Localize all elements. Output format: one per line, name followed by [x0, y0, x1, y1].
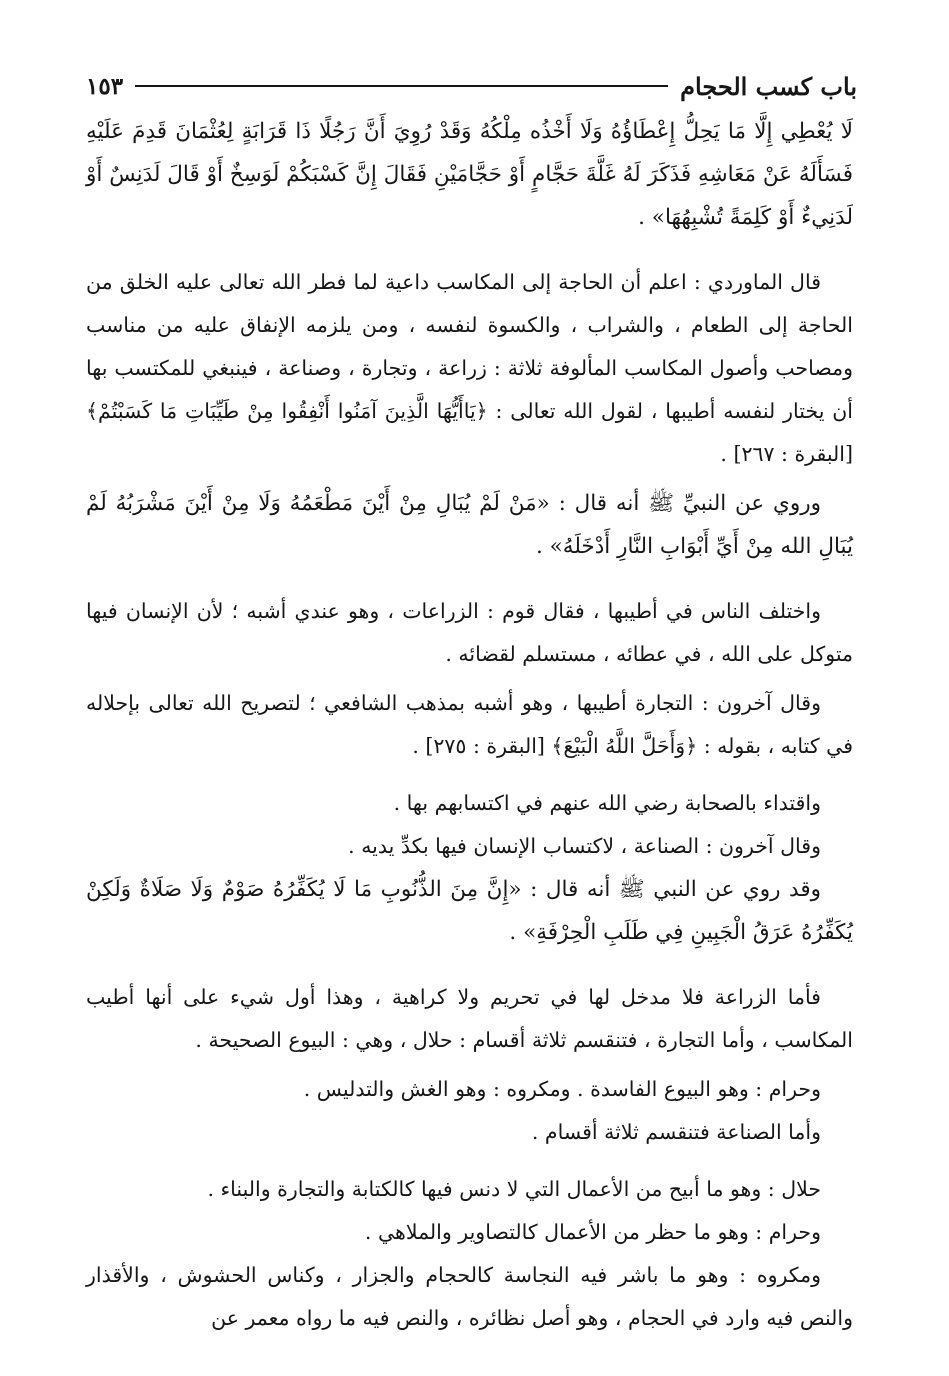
paragraph: وأما الصناعة فتنقسم ثلاثة أقسام .	[531, 1120, 821, 1144]
chapter-title: باب كسب الحجام	[680, 71, 857, 101]
header-rule	[135, 85, 668, 87]
page-number: ١٥٣	[86, 72, 124, 100]
paragraph: واختلف الناس في أطيبها ، فقال قوم : الزراعات ، وهو عندي أشبه ؛ لأن الإنسان فيها متوكل على الله ، في عطائه ، مستسلم لقضائه .	[86, 599, 853, 666]
paragraph: وقد روي عن النبي ﷺ أنه قال : «إِنَّ مِنَ الذُّنُوبِ مَا لَا يُكَفِّرُهُ صَوْمٌ وَلَا صَلَاةٌ وَلَكِنْ يُكَفِّرُهُ عَرَقُ الْجَبِينِ فِي طَلَبِ الْحِرْفَةِ» .	[86, 877, 853, 945]
running-header	[86, 66, 857, 106]
paragraph: ومكروه : وهو ما باشر فيه النجاسة كالحجام والجزار ، وكناس الحشوش ، والأقذار والنص فيه وارد في الحجام ، وهو أصل نظائره ، والنص فيه ما رواه معمر عن	[86, 1263, 853, 1330]
paragraph: وحرام : وهو البيوع الفاسدة . ومكروه : وهو الغش والتدليس .	[303, 1077, 821, 1101]
paragraph: قال الماوردي : اعلم أن الحاجة إلى المكاسب داعية لما فطر الله تعالى عليه الخلق من الحاجة إلى الطعام ، والشراب ، والكسوة لنفسه ، ومن يلزمه الإنفاق عليه من مناسب ومصاحب وأصول المكاسب المألوفة ثلاثة : زراعة ، وتجارة ، وصناعة ، فينبغي للمكتسب بها أن يختار لنفسه أطيبها ، لقول الله تعالى : ﴿يَاأَيُّهَا الَّذِينَ آمَنُوا أَنْفِقُوا مِنْ طَيِّبَاتِ مَا كَسَبْتُمْ﴾ [البقرة : ٢٦٧] .	[86, 270, 853, 466]
paragraph: لَا يُعْطِي إِلَّا مَا يَحِلُّ إِعْطَاؤُهُ وَلَا أَخْذُه مِلْكُهُ وَقَدْ رُوِيَ أَنَّ رَجُلًا ذَا قَرَابَةٍ لِعُثْمَانَ قَدِمَ عَلَيْهِ فَسَأَلَهُ عَنْ مَعَاشِهِ فَذَكَرَ لَهُ غَلَّةَ حَجَّامٍ أَوْ حَجَّامَيْنِ فَقَالَ إِنَّ كَسْبَكُمْ لَوَسِخٌ أَوْ قَالَ لَدَنِسٌ أَوْ لَدَنِيءٌ أَوْ كَلِمَةً تُشْبِهُهَا» .	[86, 119, 853, 230]
paragraph: وروي عن النبيِّ ﷺ أنه قال : «مَنْ لَمْ يُبَالِ مِنْ أَيْنَ مَطْعَمُهُ وَلَا مِنْ أَيْنَ مَشْرَبُهُ لَمْ يُبَالِ الله مِنْ أَيِّ أَبْوَابِ النَّارِ أَدْخَلَهُ» .	[86, 491, 853, 559]
page-body	[86, 110, 853, 1340]
paragraph: حلال : وهو ما أبيح من الأعمال التي لا دنس فيها كالكتابة والتجارة والبناء .	[207, 1177, 821, 1201]
paragraph: وقال آخرون : الصناعة ، لاكتساب الإنسان فيها بكدِّ يديه .	[348, 834, 821, 858]
paragraph: فأما الزراعة فلا مدخل لها في تحريم ولا كراهية ، وهذا أول شيء على أنها أطيب المكاسب ، وأما التجارة ، فتنقسم ثلاثة أقسام : حلال ، وهي : البيوع الصحيحة .	[86, 985, 853, 1052]
paragraph: واقتداء بالصحابة رضي الله عنهم في اكتسابهم بها .	[393, 791, 821, 815]
paragraph: وحرام : وهو ما حظر من الأعمال كالتصاوير والملاهي .	[364, 1220, 821, 1244]
paragraph: وقال آخرون : التجارة أطيبها ، وهو أشبه بمذهب الشافعي ؛ لتصريح الله تعالى بإحلاله في كتابه ، بقوله : ﴿وَأَحَلَّ اللَّهُ الْبَيْعَ﴾ [البقرة : ٢٧٥] .	[86, 691, 853, 758]
